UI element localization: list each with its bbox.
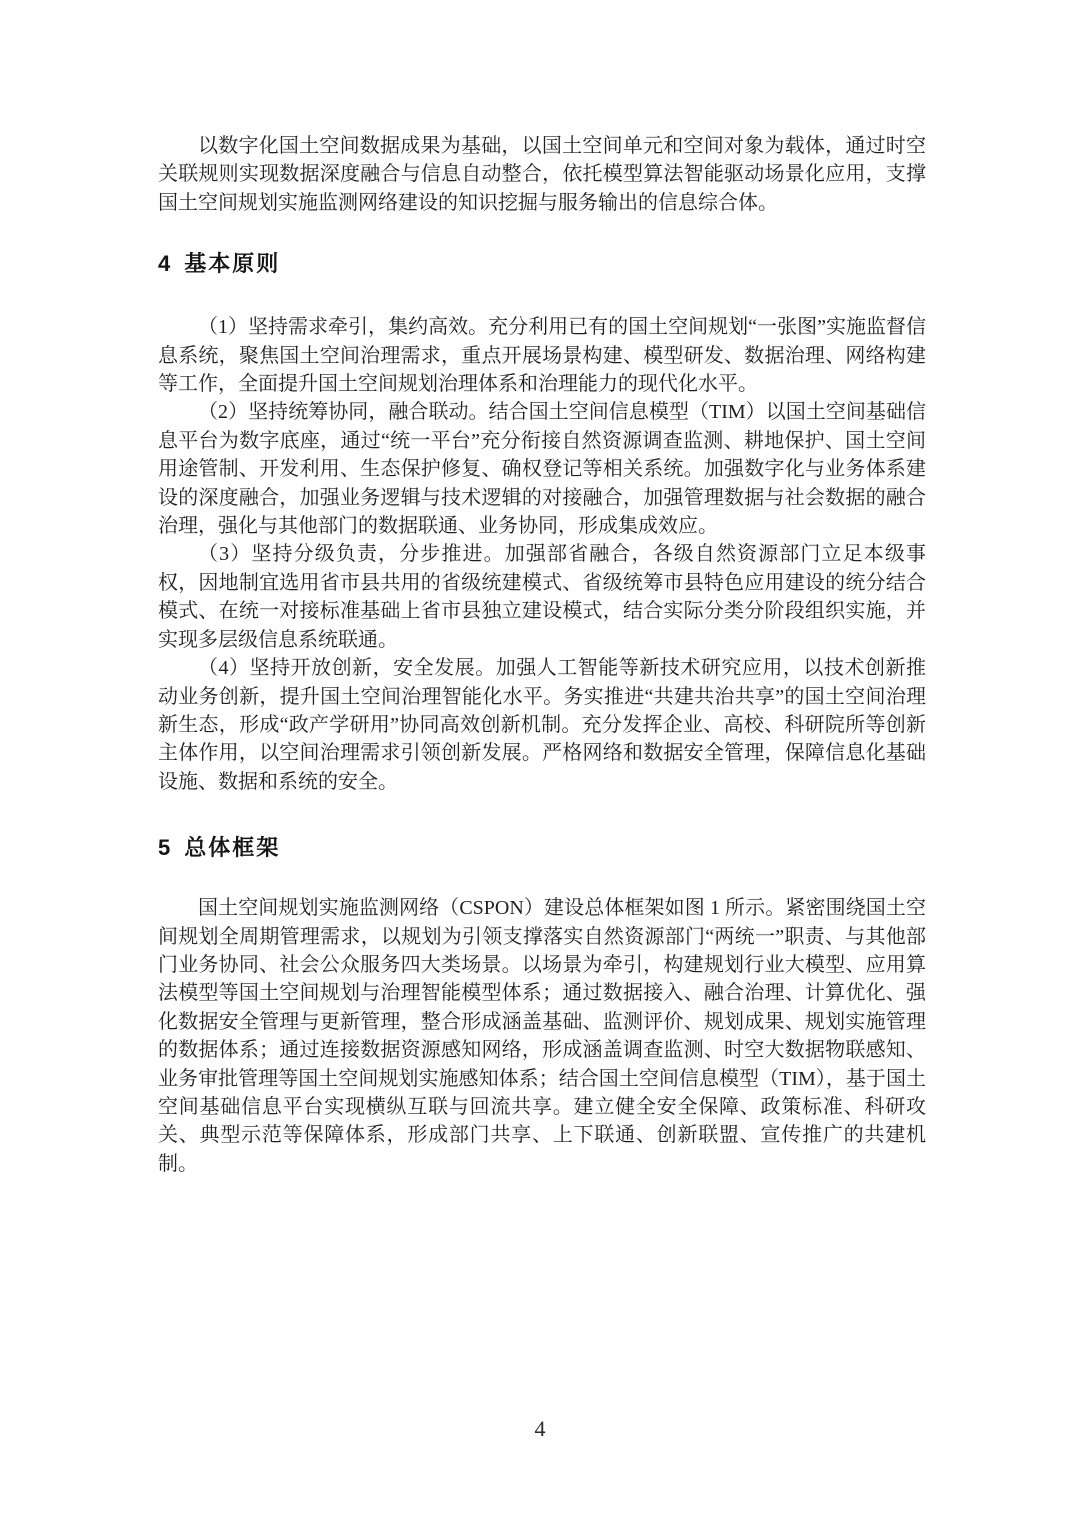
section-4-paragraph-4: （4）坚持开放创新，安全发展。加强人工智能等新技术研究应用，以技术创新推动业务创新，提升国土空间治理智能化水平。务实推进“共建共治共享”的国土空间治理新生态，形成“政产学研用”协同高效创新机制。充分发挥企业、高校、科研院所等创新主体作用，以空间治理需求引领创新发展。严格网络和数据安全管理，保障信息化基础设施、数据和系统的安全。 <box>158 657 926 793</box>
section-4-paragraph-2: （2）坚持统筹协同，融合联动。结合国土空间信息模型（TIM）以国土空间基础信息平台为数字底座，通过“统一平台”充分衔接自然资源调查监测、耕地保护、国土空间用途管制、开发利用、生态保护修复、确权登记等相关系统。加强数字化与业务体系建设的深度融合，加强业务逻辑与技术逻辑的对接融合，加强管理数据与社会数据的融合治理，强化与其他部门的数据联通、业务协同，形成集成效应。 <box>158 401 926 538</box>
section-5-number: 5 <box>158 835 171 861</box>
section-4-title: 基本原则 <box>184 251 281 277</box>
page-footer <box>0 1416 1080 1442</box>
section-4-number: 4 <box>158 251 171 277</box>
document-content <box>158 132 926 1178</box>
intro-paragraph: 以数字化国土空间数据成果为基础，以国土空间单元和空间对象为载体，通过时空关联规则实现数据深度融合与信息自动整合，依托模型算法智能驱动场景化应用，支撑国土空间规划实施监测网络建设的知识挖掘与服务输出的信息综合体。 <box>158 135 926 214</box>
section-4-heading <box>158 249 926 279</box>
section-5-heading <box>158 833 926 863</box>
section-4-paragraph-3: （3）坚持分级负责，分步推进。加强部省融合，各级自然资源部门立足本级事权，因地制宜选用省市县共用的省级统建模式、省级统筹市县特色应用建设的统分结合模式、在统一对接标准基础上省市县独立建设模式，结合实际分类分阶段组织实施，并实现多层级信息系统联通。 <box>158 543 926 651</box>
section-5-title: 总体框架 <box>184 835 281 861</box>
page-number: 4 <box>534 1416 546 1441</box>
section-5-paragraph-1: 国土空间规划实施监测网络（CSPON）建设总体框架如图 1 所示。紧密围绕国土空间规划全周期管理需求，以规划为引领支撑落实自然资源部门“两统一”职责、与其他部门业务协同、社会公众服务四大类场景。以场景为牵引，构建规划行业大模型、应用算法模型等国土空间规划与治理智能模型体系；通过数据接入、融合治理、计算优化、强化数据安全管理与更新管理，整合形成涵盖基础、监测评价、规划成果、规划实施管理的数据体系；通过连接数据资源感知网络，形成涵盖调查监测、时空大数据物联感知、业务审批管理等国土空间规划实施感知体系；结合国土空间信息模型（TIM），基于国土空间基础信息平台实现横纵互联与回流共享。建立健全安全保障、政策标准、科研攻关、典型示范等保障体系，形成部门共享、上下联通、创新联盟、宣传推广的共建机制。 <box>158 897 926 1175</box>
section-4-paragraph-1: （1）坚持需求牵引，集约高效。充分利用已有的国土空间规划“一张图”实施监督信息系统，聚焦国土空间治理需求，重点开展场景构建、模型研发、数据治理、网络构建等工作，全面提升国土空间规划治理体系和治理能力的现代化水平。 <box>158 316 926 396</box>
